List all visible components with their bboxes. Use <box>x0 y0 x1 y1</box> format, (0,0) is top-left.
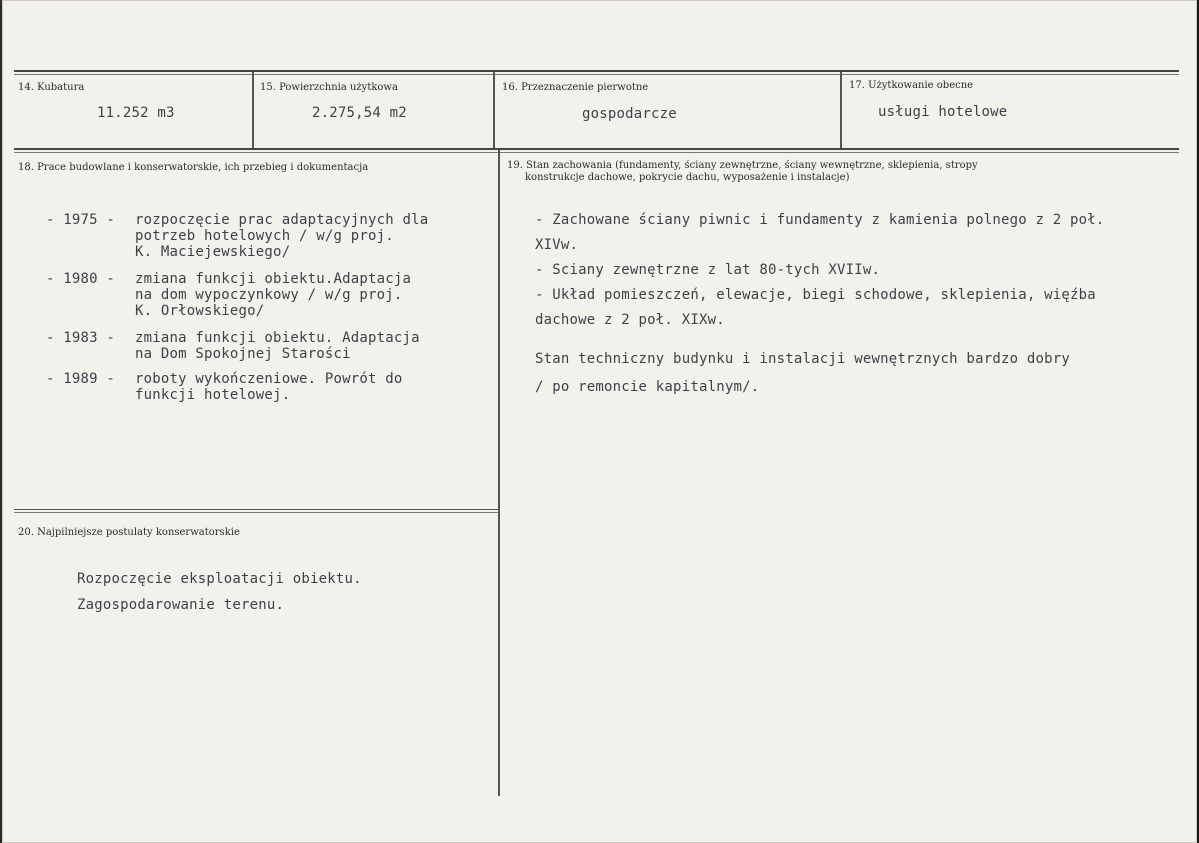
field-17-label: 17. Użytkowanie obecne <box>849 80 974 91</box>
divider-14-15 <box>252 72 254 149</box>
works-entry-line: funkcji hotelowej. <box>135 387 291 403</box>
top-rule-thin <box>14 74 1179 75</box>
works-entry-line: K. Orłowskiego/ <box>135 303 265 319</box>
works-entry-line: zmiana funkcji obiektu. Adaptacja <box>135 330 420 346</box>
section-19-label-line1: 19. Stan zachowania (fundamenty, ściany zewnętrzne, ściany wewnętrzne, sklepienia, stropy <box>507 160 978 171</box>
field-17-value: usługi hotelowe <box>878 104 1008 120</box>
works-entry-year: - 1983 - <box>46 330 116 346</box>
top-rule <box>14 70 1179 72</box>
condition-line: - Zachowane ściany piwnic i fundamenty z kamienia polnego z 2 poł. <box>535 212 1105 228</box>
condition-line: XIVw. <box>535 237 579 253</box>
section-19-label-line2: konstrukcje dachowe, pokrycie dachu, wyposażenie i instalacje) <box>525 172 850 183</box>
field-14-value: 11.252 m3 <box>97 105 175 121</box>
condition-line: dachowe z 2 poł. XIXw. <box>535 312 725 328</box>
works-entry-line: na dom wypoczynkowy / w/g proj. <box>135 287 403 303</box>
header-bottom-rule <box>14 148 1179 150</box>
section-18-20-rule <box>14 509 498 510</box>
works-entry-year: - 1989 - <box>46 371 116 387</box>
document-card <box>2 0 1197 843</box>
condition-line: - Układ pomieszczeń, elewacje, biegi schodowe, sklepienia, więźba <box>535 287 1096 303</box>
works-entry-line: roboty wykończeniowe. Powrót do <box>135 371 403 387</box>
postulate-line: Rozpoczęcie eksploatacji obiektu. <box>77 571 362 587</box>
field-14-label: 14. Kubatura <box>18 82 85 93</box>
section-18-label: 18. Prace budowlane i konserwatorskie, ich przebieg i dokumentacja <box>18 162 369 173</box>
field-15-value: 2.275,54 m2 <box>312 105 407 121</box>
condition-summary-line: / po remoncie kapitalnym/. <box>535 379 760 395</box>
works-entry-year: - 1980 - <box>46 271 116 287</box>
field-16-value: gospodarcze <box>582 106 677 122</box>
main-column-divider <box>498 150 500 796</box>
field-16-label: 16. Przeznaczenie pierwotne <box>502 82 649 93</box>
works-entry-line: K. Maciejewskiego/ <box>135 244 291 260</box>
field-15-label: 15. Powierzchnia użytkowa <box>260 82 398 93</box>
section-20-label: 20. Najpilniejsze postulaty konserwatorskie <box>18 527 240 538</box>
works-entry-year: - 1975 - <box>46 212 116 228</box>
works-entry-line: na Dom Spokojnej Starości <box>135 346 351 362</box>
works-entry-line: potrzeb hotelowych / w/g proj. <box>135 228 394 244</box>
condition-line: - Sciany zewnętrzne z lat 80-tych XVIIw. <box>535 262 881 278</box>
condition-summary-line: Stan techniczny budynku i instalacji wewnętrznych bardzo dobry <box>535 351 1070 367</box>
divider-16-17 <box>840 72 842 149</box>
works-entry-line: zmiana funkcji obiektu.Adaptacja <box>135 271 412 287</box>
divider-15-16 <box>493 72 495 149</box>
postulate-line: Zagospodarowanie terenu. <box>77 597 285 613</box>
header-bottom-rule-thin <box>14 152 1179 153</box>
section-18-20-rule-thin <box>14 512 498 513</box>
works-entry-line: rozpoczęcie prac adaptacyjnych dla <box>135 212 429 228</box>
